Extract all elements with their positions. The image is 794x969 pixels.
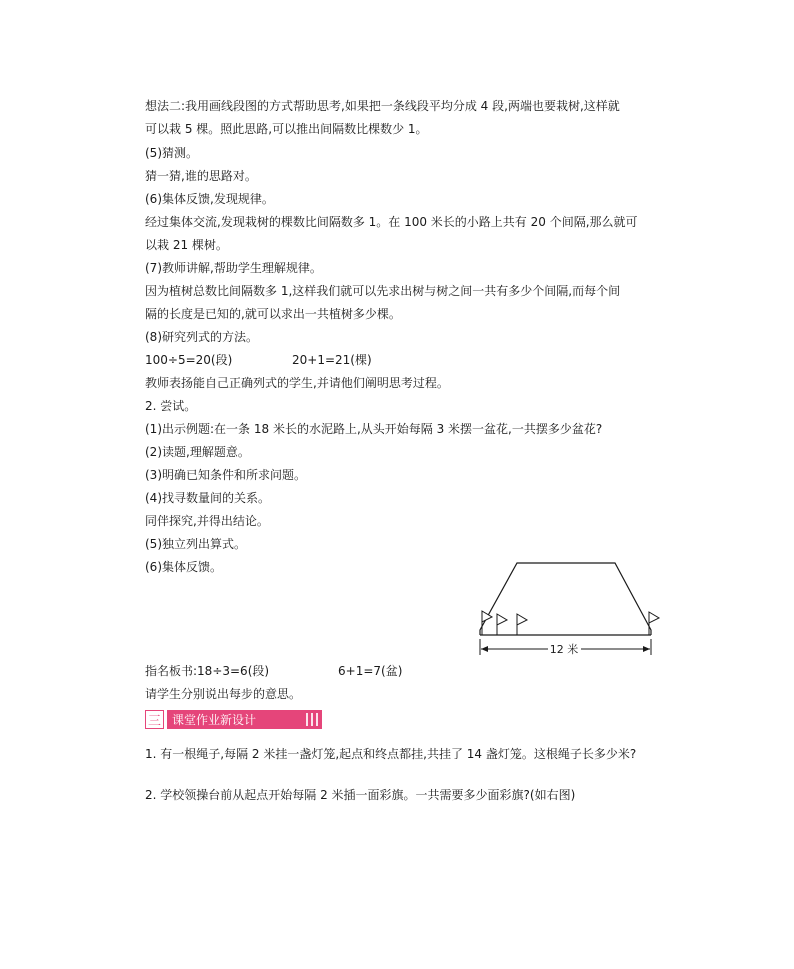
decorative-stripes: [306, 713, 318, 726]
text-line: (5)独立列出算式。: [145, 537, 246, 551]
flag-icon: [497, 614, 507, 635]
text-line: (1)出示例题:在一条 18 米长的水泥路上,从头开始每隔 3 米摆一盆花,一共摆多少盆花?: [145, 422, 603, 436]
text-line: 同伴探究,并得出结论。: [145, 514, 269, 528]
text-line: 因为植树总数比间隔数多 1,这样我们就可以先求出树与树之间一共有多少个间隔,而每个间: [145, 284, 621, 298]
text-line: (4)找寻数量间的关系。: [145, 491, 270, 505]
formula-left: 指名板书:18÷3=6(段): [145, 664, 270, 678]
text-line: (6)集体反馈。: [145, 560, 222, 574]
text-line: (7)教师讲解,帮助学生理解规律。: [145, 261, 322, 275]
text-line: 可以栽 5 棵。照此思路,可以推出间隔数比棵数少 1。: [145, 122, 428, 136]
text-line: (8)研究列式的方法。: [145, 330, 258, 344]
section-title: [167, 710, 322, 729]
formula-right: 6+1=7(盆): [338, 664, 403, 678]
arrow-left-icon: [481, 646, 488, 652]
trapezoid-flag-figure: [473, 555, 673, 660]
text-line: (3)明确已知条件和所求问题。: [145, 468, 306, 482]
text-line: 想法二:我用画线段图的方式帮助思考,如果把一条线段平均分成 4 段,两端也要栽树,这样就: [145, 99, 620, 113]
section-header: [145, 710, 322, 729]
text-line: 经过集体交流,发现栽树的棵数比间隔数多 1。在 100 米长的小路上共有 20 个间隔,那么就可: [145, 215, 638, 229]
text-line: 猜一猜,谁的思路对。: [145, 169, 257, 183]
formula-right: 20+1=21(棵): [292, 353, 372, 367]
text-line: 隔的长度是已知的,就可以求出一共植树多少棵。: [145, 307, 401, 321]
platform-outline: [480, 563, 651, 635]
homework-item: 2. 学校领操台前从起点开始每隔 2 米插一面彩旗。一共需要多少面彩旗?(如右图): [145, 788, 576, 802]
text-line: 以栽 21 棵树。: [145, 238, 228, 252]
section-title-text: 课堂作业新设计: [172, 713, 257, 727]
flag-icon: [517, 614, 527, 635]
text-line: (5)猜测。: [145, 146, 198, 160]
text-line: 请学生分别说出每步的意思。: [145, 687, 302, 701]
formula-left: 100÷5=20(段): [145, 353, 233, 367]
text-line: 教师表扬能自己正确列式的学生,并请他们阐明思考过程。: [145, 376, 449, 390]
text-line: (2)读题,理解题意。: [145, 445, 250, 459]
homework-item: 1. 有一根绳子,每隔 2 米挂一盏灯笼,起点和终点都挂,共挂了 14 盏灯笼。这根绳子长多少米?: [145, 747, 637, 761]
text-line: 2. 尝试。: [145, 399, 197, 413]
section-number: 三: [145, 710, 164, 729]
dimension-label: 12 米: [549, 643, 579, 656]
arrow-right-icon: [643, 646, 650, 652]
text-line: (6)集体反馈,发现规律。: [145, 192, 274, 206]
